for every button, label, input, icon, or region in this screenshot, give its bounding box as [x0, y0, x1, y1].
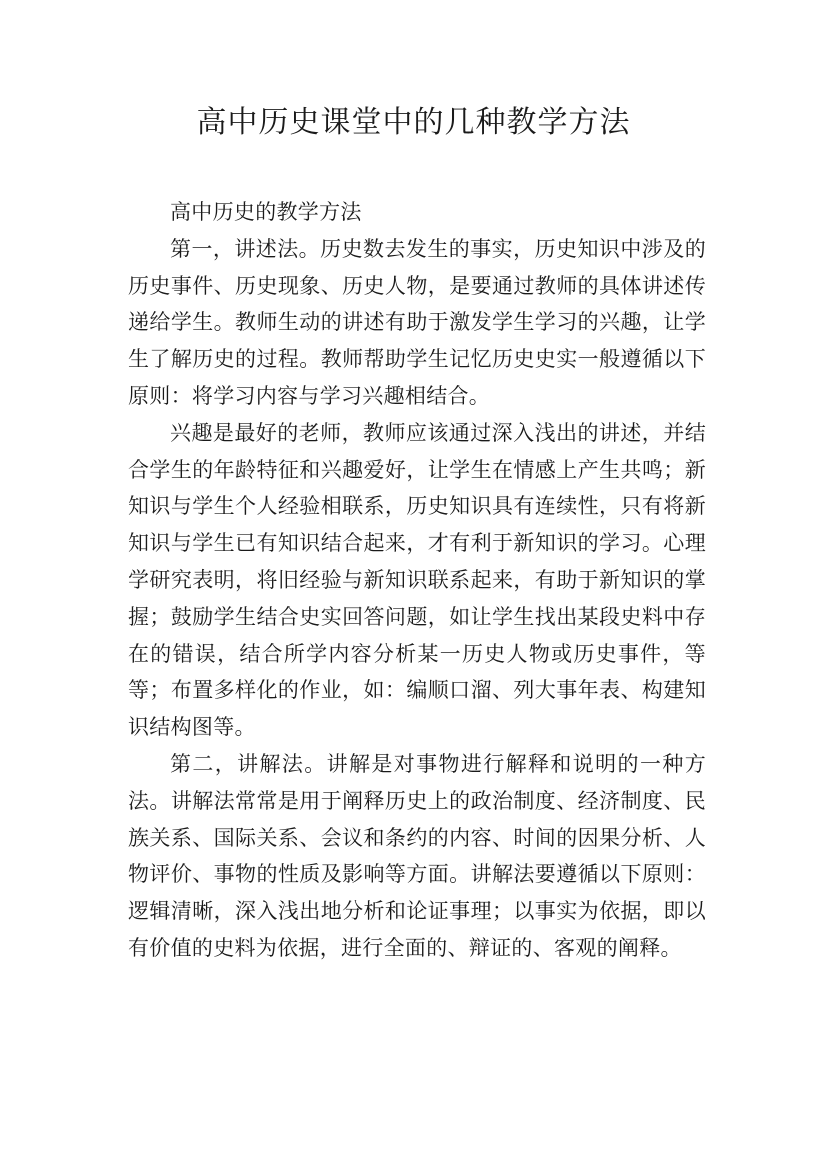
paragraph-subtitle: 高中历史的教学方法	[170, 200, 362, 224]
paragraph-interest: 兴趣是最好的老师，教师应该通过深入浅出的讲述，并结合学生的年龄特征和兴趣爱好，让学生在情感上产生共鸣；新知识与学生个人经验相联系，历史知识具有连续性，只有将新知识与学生已有知识结合起来，才有利于新知识的学习。心理学研究表明，将旧经验与新知识联系起来，有助于新知识的掌握；鼓励学生结合史实回答问题，如让学生找出某段史料中存在的错误，结合所学内容分析某一历史人物或历史事件，等等；布置多样化的作业，如：编顺口溜、列大事年表、构建知识结构图等。	[128, 420, 706, 740]
paragraph-narration-method: 第一，讲述法。历史数去发生的事实，历史知识中涉及的历史事件、历史现象、历史人物，是要通过教师的具体讲述传递给学生。教师生动的讲述有助于激发学生学习的兴趣，让学生了解历史的过程。教师帮助学生记忆历史史实一般遵循以下原则：将学习内容与学习兴趣相结合。	[128, 236, 706, 408]
document-body	[128, 194, 706, 967]
document-title: 高中历史课堂中的几种教学方法	[196, 105, 631, 140]
paragraph-explanation-method: 第二，讲解法。讲解是对事物进行解释和说明的一种方法。讲解法常常是用于阐释历史上的政治制度、经济制度、民族关系、国际关系、会议和条约的内容、时间的因果分析、人物评价、事物的性质及影响等方面。讲解法要遵循以下原则：逻辑清晰，深入浅出地分析和论证事理；以事实为依据，即以有价值的史料为依据，进行全面的、辩证的、客观的阐释。	[128, 751, 706, 960]
